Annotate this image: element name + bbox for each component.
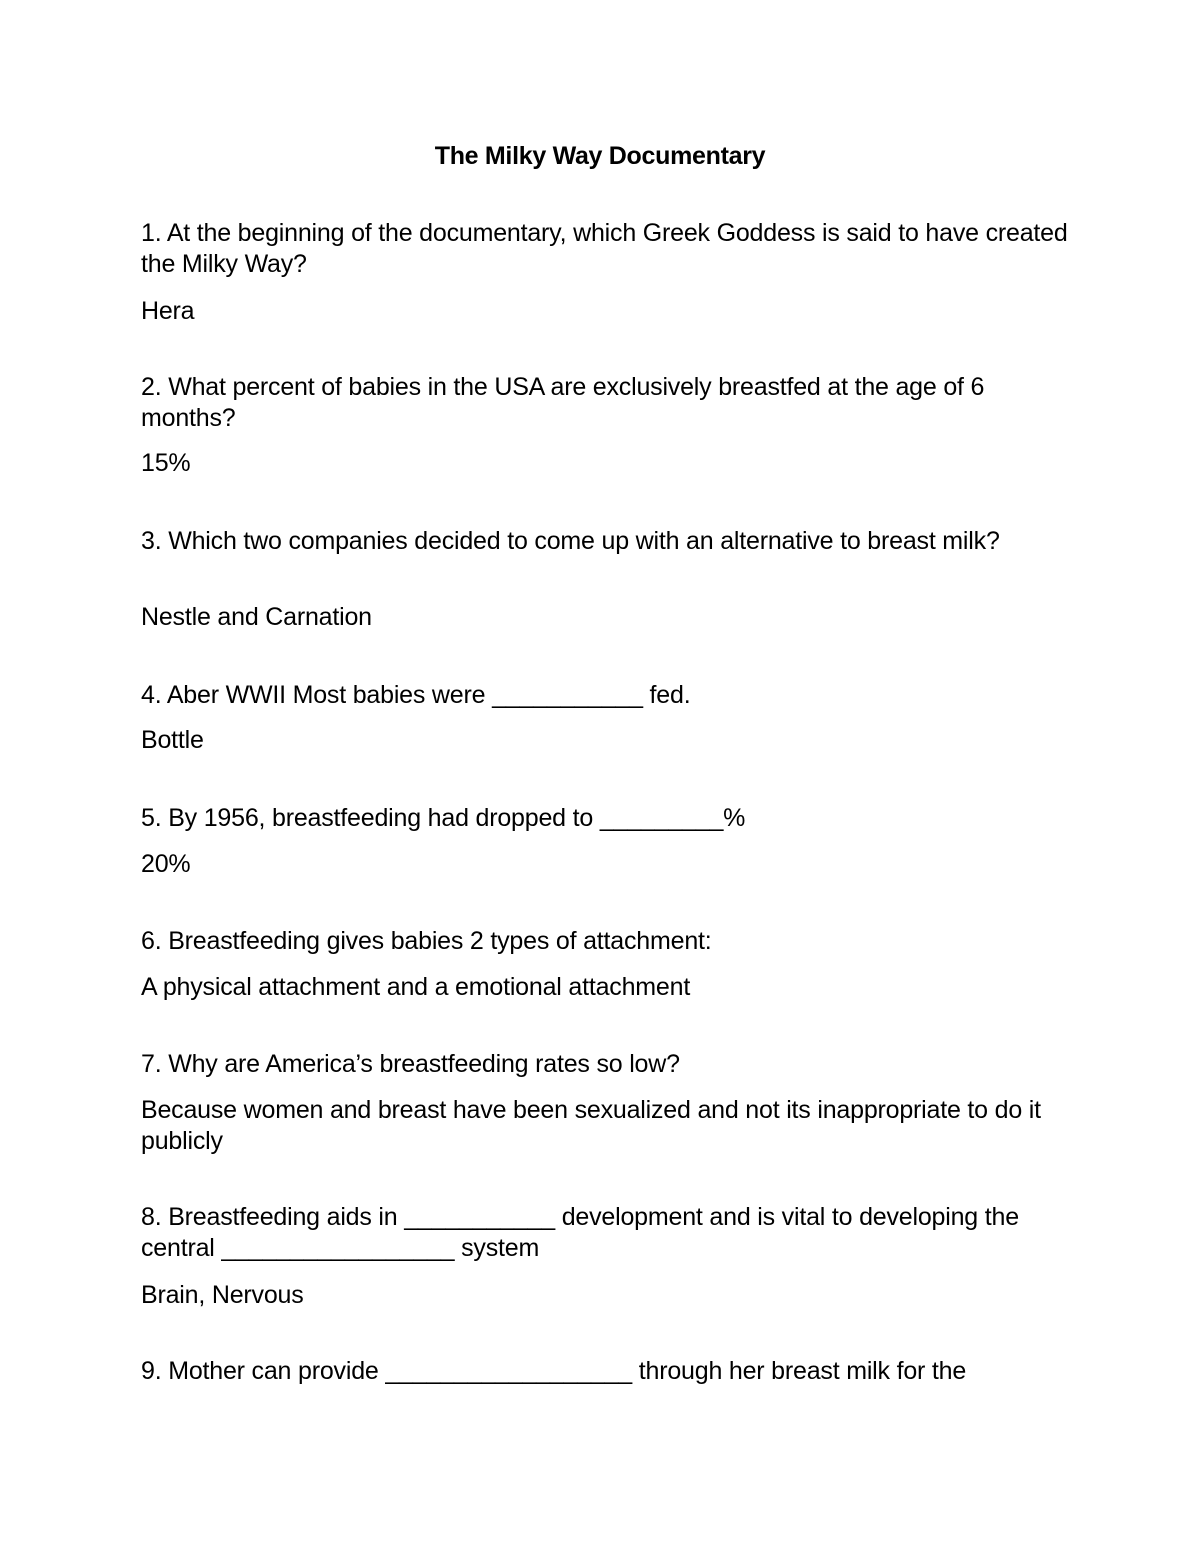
question-9: 9. Mother can provide __________________ through her breast milk for the: [141, 1357, 967, 1385]
document-title: The Milky Way Documentary: [434, 142, 766, 170]
answer-2: 15%: [141, 449, 191, 477]
question-2: 2. What percent of babies in the USA are exclusively breastfed at the age of 6 months?: [141, 373, 985, 432]
question-4: 4. Aber WWII Most babies were ___________ fed.: [141, 681, 691, 709]
answer-8: Brain, Nervous: [141, 1281, 304, 1309]
answer-5: 20%: [141, 850, 191, 878]
answer-1: Hera: [141, 297, 195, 325]
answer-4: Bottle: [141, 726, 204, 754]
answer-6: A physical attachment and a emotional attachment: [141, 973, 691, 1001]
question-1: 1. At the beginning of the documentary, which Greek Goddess is said to have created the Milky Way?: [141, 219, 1068, 278]
question-3: 3. Which two companies decided to come up with an alternative to breast milk?: [141, 527, 1000, 555]
question-8: 8. Breastfeeding aids in ___________ development and is vital to developing the central _________________ system: [141, 1203, 1019, 1262]
question-7: 7. Why are America’s breastfeeding rates so low?: [141, 1050, 680, 1078]
answer-7: Because women and breast have been sexualized and not its inappropriate to do it publicly: [141, 1096, 1041, 1155]
answer-3: Nestle and Carnation: [141, 603, 372, 631]
question-5: 5. By 1956, breastfeeding had dropped to _________%: [141, 804, 746, 832]
question-6: 6. Breastfeeding gives babies 2 types of attachment:: [141, 927, 712, 955]
